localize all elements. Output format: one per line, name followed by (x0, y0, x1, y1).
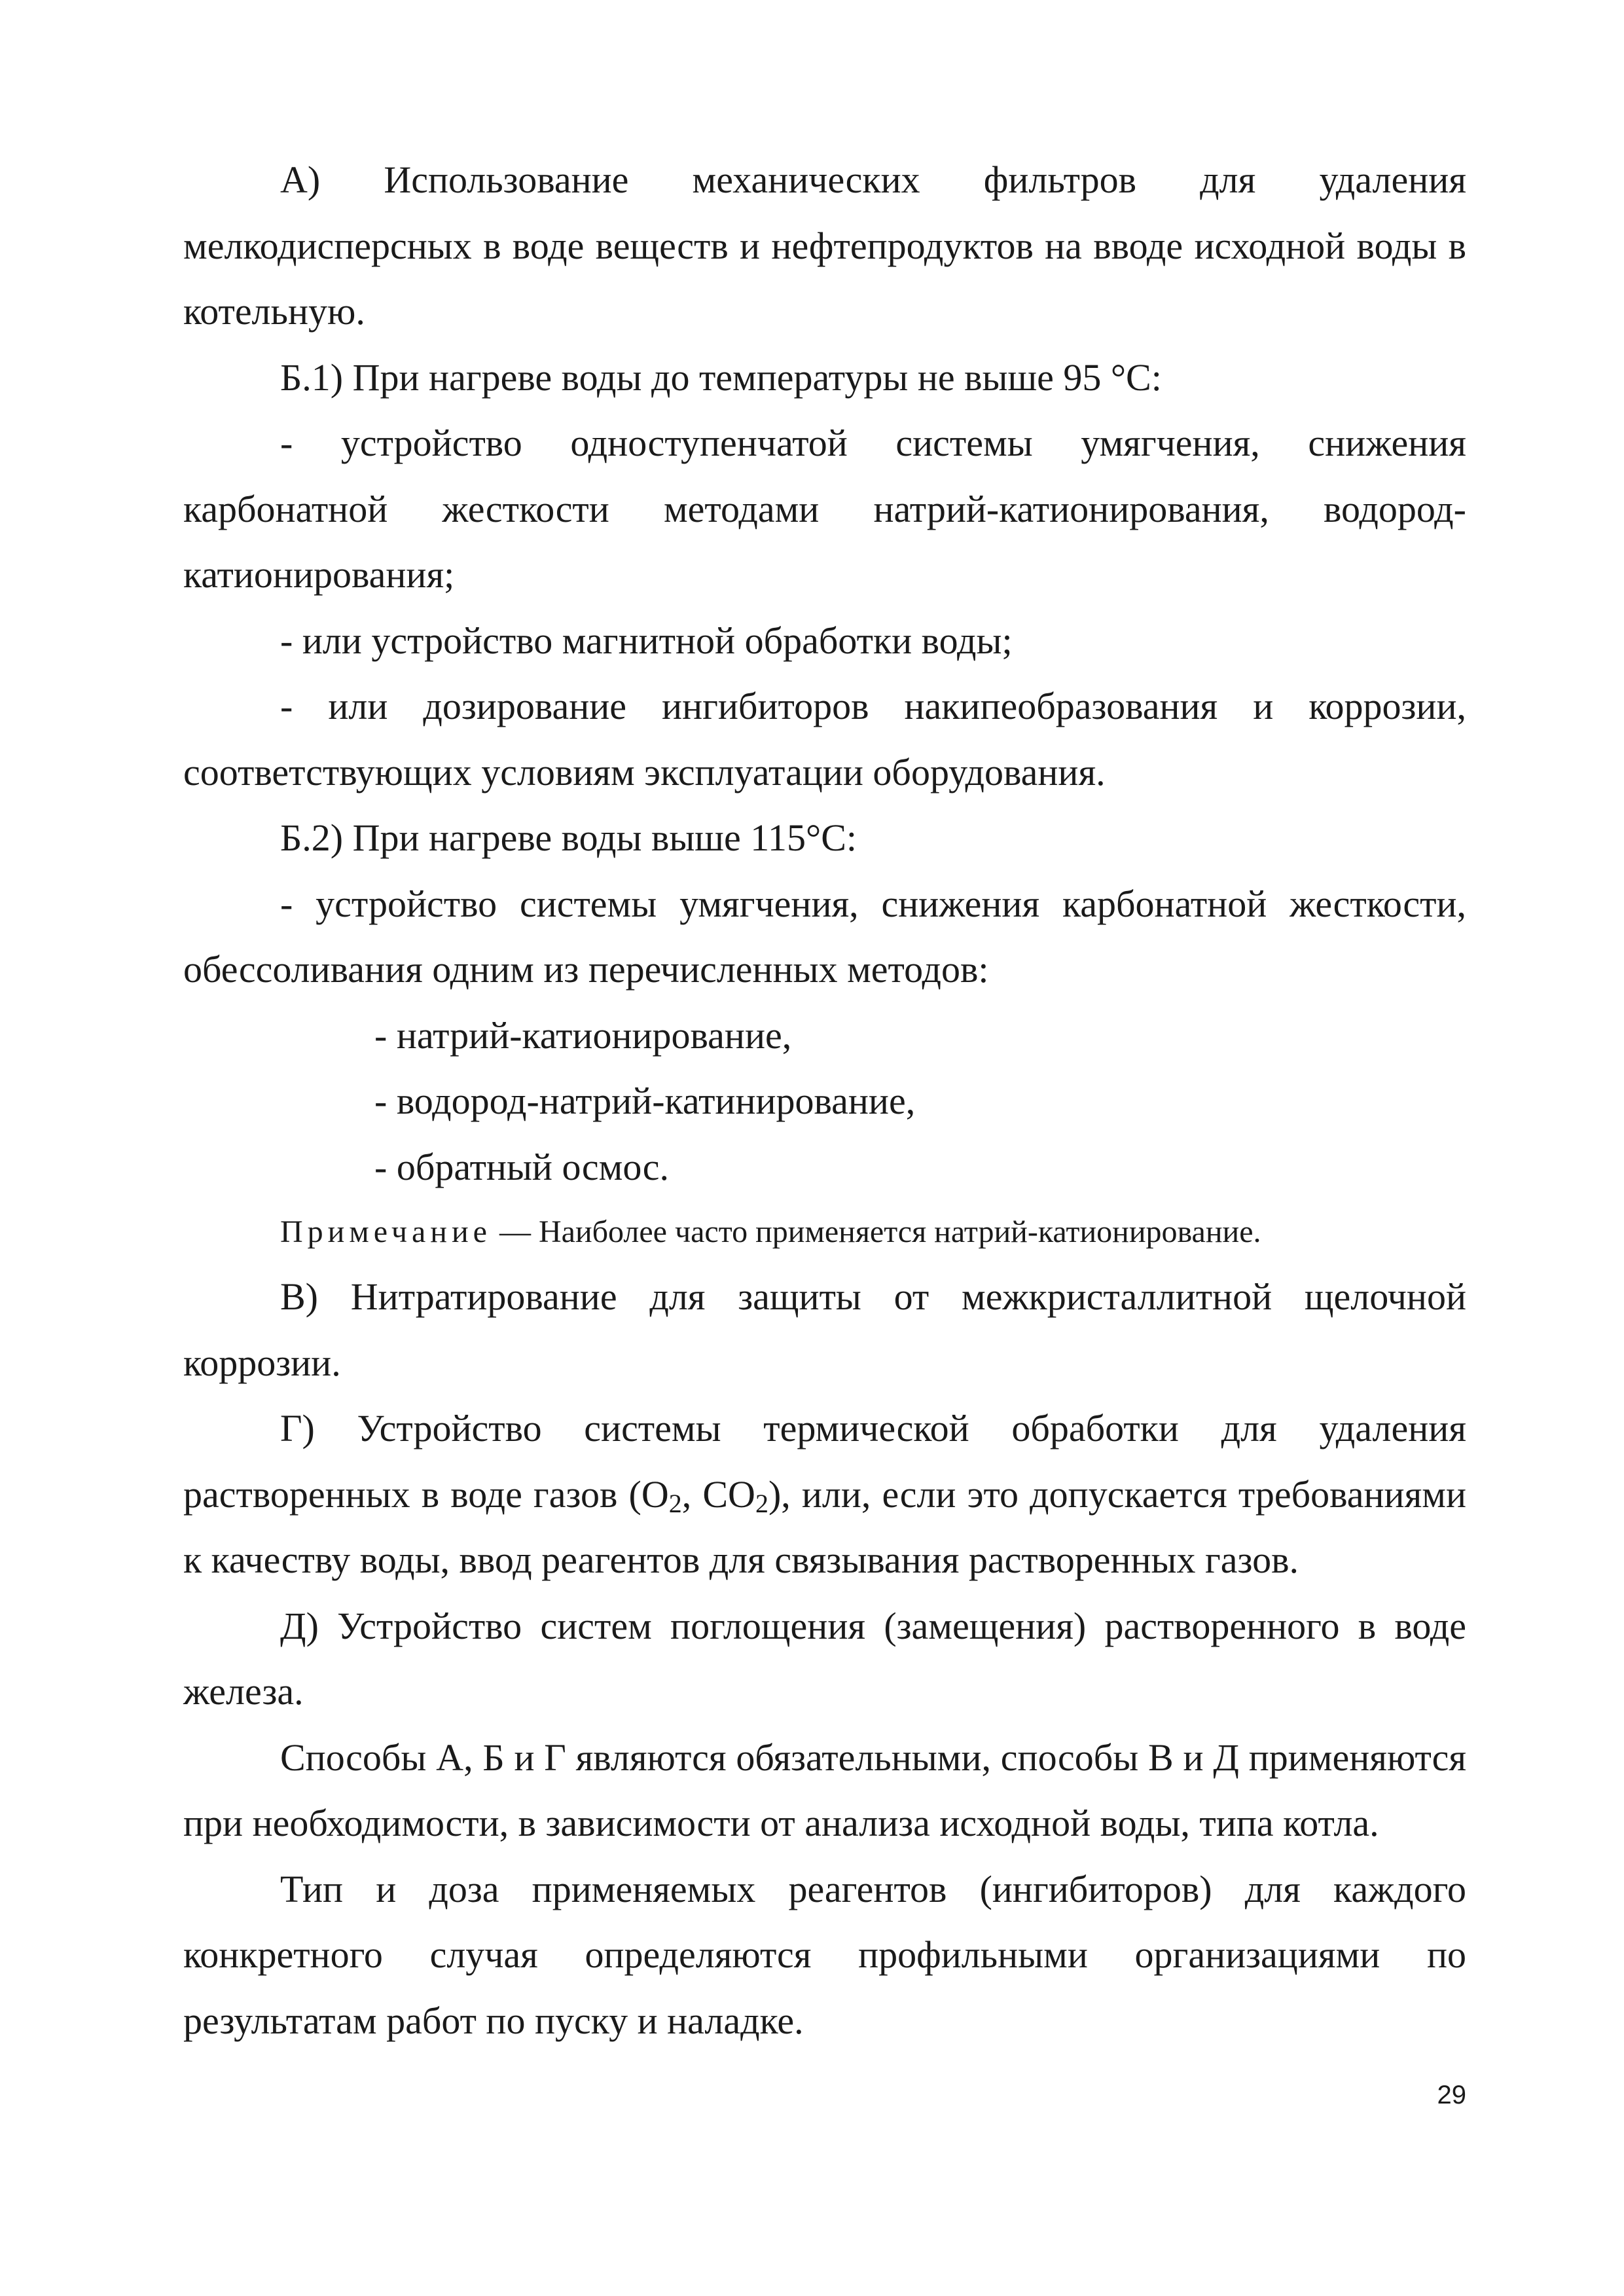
paragraph-g-part-1: Г) Устройство системы термической обработки для удаления растворенных в воде газов (О (183, 1407, 1466, 1516)
b2-method-3: - обратный осмос. (374, 1145, 670, 1188)
paragraph-d: Д) Устройство систем поглощения (замещения) растворенного в воде железа. (183, 1604, 1466, 1713)
note-label: Примечание (280, 1214, 492, 1249)
paragraph-reagents: Тип и доза применяемых реагентов (ингибиторов) для каждого конкретного случая определяются профильными организациями по результатам работ по пуску и наладке. (183, 1867, 1466, 2042)
paragraph-g-part-3: ), или, если это допускается требованиями к качеству воды, ввод реагентов для связывания растворенных газов. (183, 1472, 1467, 1581)
paragraph-b2-heading: Б.2) При нагреве воды выше 115°С: (280, 816, 857, 859)
page-body (183, 147, 1466, 2054)
b1-list-item-3: - или дозирование ингибиторов накипеобразования и коррозии, соответствующих условиям эксплуатации оборудования. (183, 685, 1466, 793)
b1-list-item-1: - устройство одноступенчатой системы умягчения, снижения карбонатной жесткости методами натрий-катионирования, водород-катионирования; (183, 422, 1466, 596)
paragraph-methods-summary: Способы А, Б и Г являются обязательными, способы В и Д применяются при необходимости, в зависимости от анализа исходной воды, типа котла. (183, 1736, 1466, 1844)
paragraph-a: А) Использование механических фильтров для удаления мелкодисперсных в воде веществ и нефтепродуктов на вводе исходной воды в котельную. (183, 158, 1466, 333)
b2-method-2: - водород-натрий-катинирование, (374, 1080, 916, 1122)
b2-list-item-1: - устройство системы умягчения, снижения карбонатной жесткости, обессоливания одним из перечисленных методов: (183, 882, 1466, 991)
carbon-dioxide-subscript: 2 (755, 1488, 768, 1518)
note-dash: — (491, 1214, 539, 1249)
page-number: 29 (1437, 2081, 1466, 2109)
paragraph-g (183, 1396, 1466, 1594)
note (183, 1205, 1466, 1259)
b2-method-1: - натрий-катионирование, (374, 1013, 792, 1057)
paragraph-b1-heading: Б.1) При нагреве воды до температуры не выше 95 °С: (280, 355, 1162, 399)
b1-list-item-2: - или устройство магнитной обработки воды; (280, 619, 1013, 662)
paragraph-g-part-2: , СО (681, 1472, 755, 1516)
note-text: Наиболее часто применяется натрий-катионирование. (538, 1214, 1261, 1249)
oxygen-subscript: 2 (668, 1488, 682, 1518)
paragraph-v: В) Нитратирование для защиты от межкристаллитной щелочной коррозии. (183, 1275, 1466, 1384)
